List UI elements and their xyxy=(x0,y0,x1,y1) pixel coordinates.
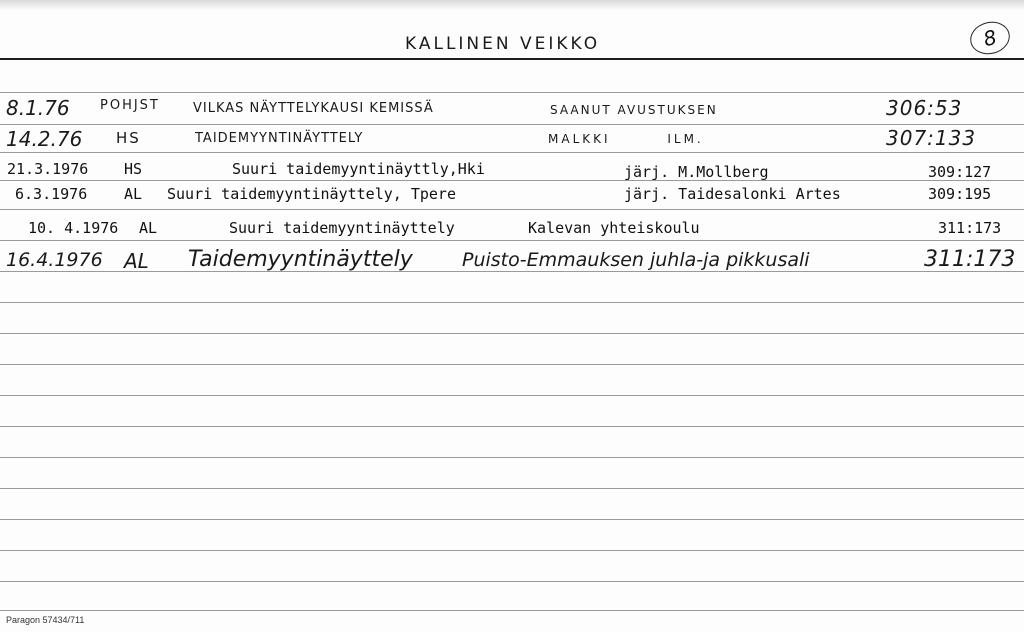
entry-event: Suuri taidemyyntinäyttely, Tpere xyxy=(167,185,456,203)
ruled-line xyxy=(0,519,1024,520)
entry-date: 16.4.1976 xyxy=(6,249,103,271)
entry-source: HS xyxy=(124,160,143,178)
entry-date: 6.3.1976 xyxy=(15,185,88,203)
ruled-line xyxy=(0,180,1024,181)
entry-source: AL xyxy=(139,219,158,237)
entry-note: SAANUT AVUSTUKSEN xyxy=(550,103,718,117)
ruled-line xyxy=(0,610,1024,611)
entry-source: AL xyxy=(124,185,143,203)
entry-note: järj. M.Mollberg xyxy=(624,163,769,181)
entry-ref: 309:195 xyxy=(928,185,992,203)
ruled-line xyxy=(0,271,1024,272)
header-rule xyxy=(0,58,1024,60)
entry-date: 14.2.76 xyxy=(6,127,83,151)
ruled-line xyxy=(0,209,1024,210)
scan-edge xyxy=(0,0,1024,10)
ruled-line xyxy=(0,240,1024,241)
entry-source: AL xyxy=(124,249,149,273)
ruled-line xyxy=(0,152,1024,153)
ruled-line xyxy=(0,364,1024,365)
ruled-line xyxy=(0,333,1024,334)
entry-event: Suuri taidemyyntinäyttly,Hki xyxy=(232,160,485,178)
ruled-line xyxy=(0,457,1024,458)
entry-ref: 309:127 xyxy=(928,163,992,181)
ruled-line xyxy=(0,488,1024,489)
entry-event: VILKAS NÄYTTELYKAUSI KEMISSÄ xyxy=(193,101,434,116)
entry-note: Kalevan yhteiskoulu xyxy=(528,219,700,237)
entry-ref: 307:133 xyxy=(886,126,977,150)
ruled-line xyxy=(0,581,1024,582)
entry-source: HS xyxy=(116,129,141,147)
ruled-line xyxy=(0,92,1024,93)
ruled-line xyxy=(0,426,1024,427)
entry-date: 8.1.76 xyxy=(6,96,70,120)
card-title: KALLINEN VEIKKO xyxy=(405,34,601,54)
entry-ref: 311:173 xyxy=(938,219,1002,237)
card-number-circle: 8 xyxy=(967,18,1014,59)
entry-note: järj. Taidesalonki Artes xyxy=(624,185,841,203)
entry-event: Taidemyyntinäyttely xyxy=(188,247,413,272)
printer-imprint: Paragon 57434/711 xyxy=(6,615,85,625)
entry-note: Puisto-Emmauksen juhla-ja pikkusali xyxy=(462,249,810,271)
entry-note: MALKKI ILM. xyxy=(548,132,704,146)
entry-ref: 311:173 xyxy=(924,247,1016,272)
ruled-line xyxy=(0,124,1024,125)
entry-date: 10. 4.1976 xyxy=(28,219,119,237)
ruled-line xyxy=(0,302,1024,303)
entry-source: POHJST xyxy=(100,98,160,113)
entry-event: TAIDEMYYNTINÄYTTELY xyxy=(195,131,364,146)
entry-date: 21.3.1976 xyxy=(7,160,89,178)
entry-event: Suuri taidemyyntinäyttely xyxy=(229,219,455,237)
entry-ref: 306:53 xyxy=(886,96,963,120)
ruled-line xyxy=(0,395,1024,396)
ruled-line xyxy=(0,550,1024,551)
